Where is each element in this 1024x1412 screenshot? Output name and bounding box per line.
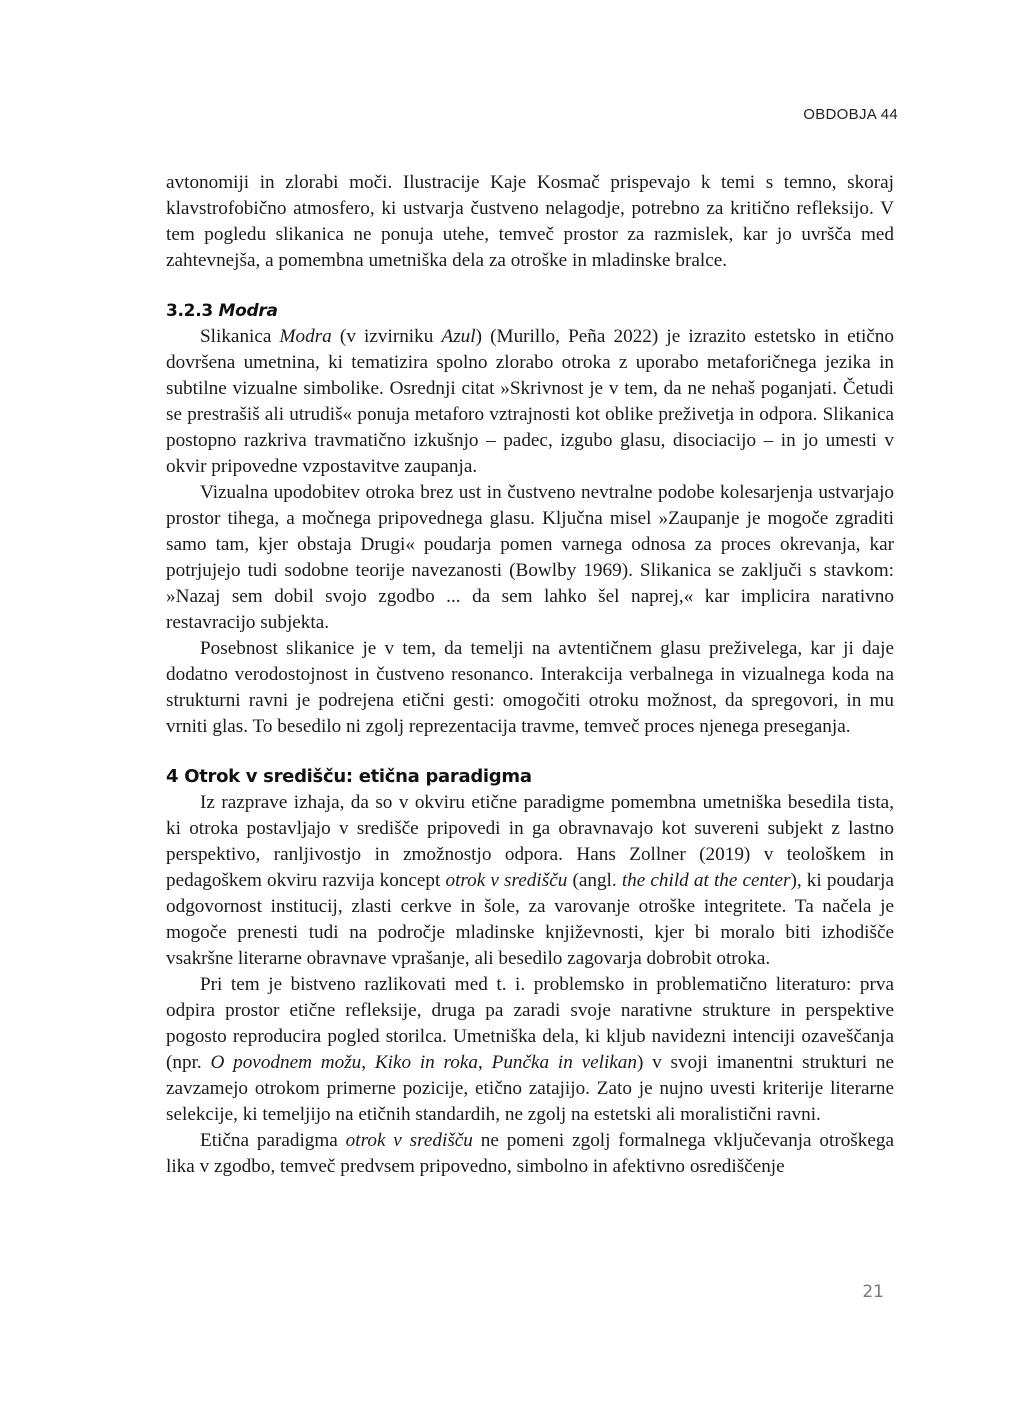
paragraph [166,972,894,1128]
section-number: 3.2.3 [166,301,219,321]
text-run: (v izvirniku [331,326,442,347]
term: otrok v središču [345,1130,473,1151]
page-number: 21 [862,1282,884,1302]
term: otrok v središču [445,870,568,891]
paragraph [166,1128,894,1180]
text-run: ), ki poudarja odgovornost institucij, zlasti cerkve in šole, za varovanje otroške integritete. Ta načela je mogoče prenesti tudi na področje mladinske književnosti, kjer bi moralo biti izhodišče vsakršne literarne obravnave vprašanje, ali besedilo zagovarja dobrobit otroka. [166,870,894,969]
text-run: , [478,1052,492,1073]
book-title: Kiko in roka [374,1052,479,1073]
text-run: (angl. [567,870,622,891]
text-run: , [361,1052,375,1073]
section-heading-4: 4 Otrok v središču: etična paradigma [166,766,532,787]
text-run: ) (Murillo, Peña 2022) je izrazito estetsko in etično dovršena umetnina, ki tematizira spolno zlorabo otroka z uporabo metaforičnega jezika in subtilne vizualne simbolike. Osrednji citat »Skrivnost je v tem, da ne nehaš poganjati. Četudi se prestrašiš ali utrudiš« ponuja metaforo vztrajnosti kot oblike preživetja in odpora. Slikanica postopno razkriva travmatično izkušnjo – padec, izgubo glasu, disociacijo – in jo umesti v okvir pripovedne vzpostavitve zaupanja. [166,326,894,477]
text-run: Pri tem je bistveno razlikovati med t. i. problemsko in problematično literaturo: prva odpira prostor etične refleksije, druga pa zaradi svoje narativne strukture in perspektive pogosto reproducira pogled storilca. Umetniška dela, ki kljub navidezni intenciji ozaveščanja (npr. [166,974,894,1073]
running-head: OBDOBJA 44 [803,106,898,123]
book-title: Modra [279,326,332,347]
term: the child at the center [621,870,791,891]
book-title: Punčka in velikan [491,1052,637,1073]
paragraph [166,324,894,480]
section-heading-3-2-3 [166,298,894,324]
text-run: Etična paradigma [200,1130,346,1151]
book-title: Azul [441,326,476,347]
paragraph [166,790,894,972]
text-run: Slikanica [200,326,280,347]
book-title: O povodnem možu [210,1052,362,1073]
paragraph-continuation: avtonomiji in zlorabi moči. Ilustracije Kaje Kosmač prispevajo k temi s temno, skoraj klavstrofobično atmosfero, ki ustvarja čustveno nelagodje, potrebno za kritično refleksijo. V tem pogledu slikanica ne ponuja utehe, temveč prostor za razmislek, kar jo uvršča med zahtevnejša, a pomembna umetniška dela za otroške in mladinske bralce. [166,172,894,271]
paragraph: Posebnost slikanice je v tem, da temelji na avtentičnem glasu preživelega, kar ji daje dodatno verodostojnost in čustveno resonanco. Interakcija verbalnega in vizualnega koda na strukturni ravni je podrejena etični gesti: omogočiti otroku možnost, da spregovori, in mu vrniti glas. To besedilo ni zgolj reprezentacija travme, temveč proces njenega preseganja. [166,638,894,737]
text-run: ) v svoji imanentni strukturi ne zavzamejo otrokom primerne pozicije, etično zatajijo. Zato je nujno uvesti kriterije literarne selekcije, ki temeljijo na etičnih standardih, ne zgolj na estetski ali moralistični ravni. [166,1052,895,1125]
body-text [166,170,894,1180]
text-run: ne pomeni zgolj formalnega vključevanja otroškega lika v zgodbo, temveč predvsem pripovedno, simbolno in afektivno osrediščenje [166,1130,894,1177]
section-title: Modra [218,301,278,321]
paragraph: Vizualna upodobitev otroka brez ust in čustveno nevtralne podobe kolesarjenja ustvarjajo prostor tihega, a močnega pripovednega glasu. Ključna misel »Zaupanje je mogoče zgraditi samo tam, kjer obstaja Drugi« poudarja pomen varnega odnosa za proces okrevanja, kar potrjujejo tudi sodobne teorije navezanosti (Bowlby 1969). Slikanica se zaključi s stavkom: »Nazaj sem dobil svojo zgodbo ... da sem lahko šel naprej,« kar implicira narativno restavracijo subjekta. [166,482,894,633]
text-run: Iz razprave izhaja, da so v okviru etične paradigme pomembna umetniška besedila tista, ki otroka postavljajo v središče pripovedi in ga obravnavajo kot suvereni subjekt z lastno perspektivo, ranljivostjo in zmožnostjo odpora. Hans Zollner (2019) v teološkem in pedagoškem okviru razvija koncept [166,792,894,891]
